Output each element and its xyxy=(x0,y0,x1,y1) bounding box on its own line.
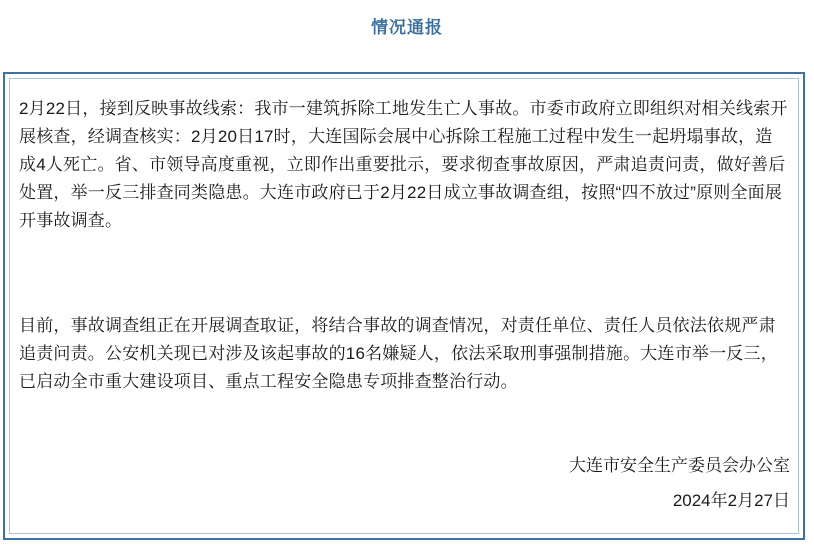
signature-date: 2024年2月27日 xyxy=(672,491,790,510)
notice-paragraph-1: 2月22日，接到反映事故线索：我市一建筑拆除工地发生亡人事故。市委市政府立即组织对相关线索开展核查，经调查核实：2月20日17时，大连国际会展中心拆除工程施工过程中发生一起坍塌事故，造成4人死亡。省、市领导高度重视，立即作出重要批示，要求彻查事故原因，严肃追责问责，做好善后处置，举一反三排查同类隐患。大连市政府已于2月22日成立事故调查组，按照“四不放过”原则全面展开事故调查。 xyxy=(19,99,788,230)
signature-organization: 大连市安全生产委员会办公室 xyxy=(569,456,790,475)
notice-paragraph-2: 目前，事故调查组正在开展调查取证，将结合事故的调查情况，对责任单位、责任人员依法依规严肃追责问责。公安机关现已对涉及该起事故的16名嫌疑人，依法采取刑事强制措施。大连市举一反三，已启动全市重大建设项目、重点工程安全隐患专项排查整治行动。 xyxy=(19,316,778,391)
page-title: 情况通报 xyxy=(371,18,443,37)
